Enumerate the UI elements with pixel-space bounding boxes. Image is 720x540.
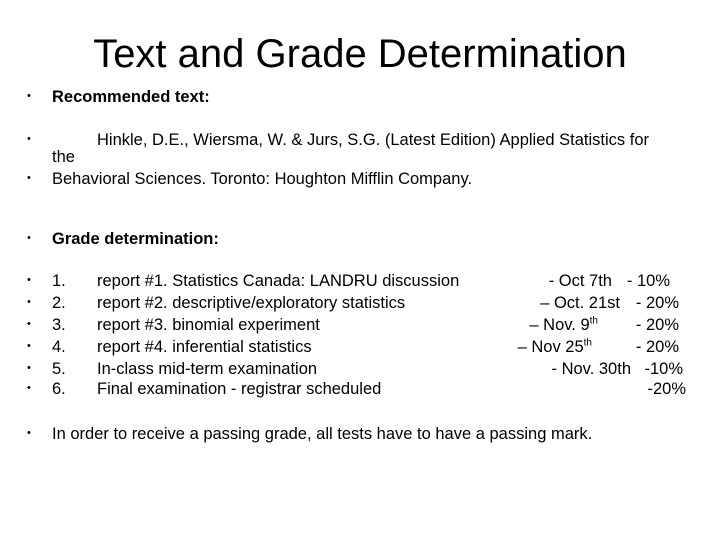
citation-line: Behavioral Sciences. Toronto: Houghton Mifflin Company.: [52, 170, 473, 188]
grade-item-description: In-class mid‑term examination: [97, 360, 318, 378]
grade-item-weight: -20%: [647, 380, 686, 398]
bullet-icon: •: [27, 340, 31, 352]
bullet-icon: •: [27, 382, 31, 394]
grade-item-due-date: [549, 271, 612, 291]
grade-item-description: Final examination ‑ registrar scheduled: [97, 380, 382, 398]
bullet-icon: •: [27, 133, 31, 145]
grade-item-weight: - 20%: [635, 316, 679, 334]
grade-item-description: report #3. binomial experiment: [97, 316, 320, 334]
passing-note: In order to receive a passing grade, all tests have to have a passing mark.: [52, 425, 593, 443]
grade-item-due-date: [552, 359, 631, 379]
grade-item-number: 1.: [52, 272, 66, 290]
slide-title: Text and Grade Determination: [93, 32, 627, 76]
grade-item-description: report #4. inferential statistics: [97, 338, 312, 356]
grade-item-due-date: [540, 293, 620, 313]
bullet-icon: •: [27, 318, 31, 330]
bullet-icon: •: [27, 172, 31, 184]
grade-item-number: 6.: [52, 380, 66, 398]
recommended-heading: Recommended text:: [52, 88, 210, 106]
bullet-icon: •: [27, 296, 31, 308]
grade-item-number: 2.: [52, 294, 66, 312]
grade-item-description: report #2. descriptive/exploratory statistics: [97, 294, 406, 312]
grade-item-weight: - 10%: [626, 272, 670, 290]
grade-heading: Grade determination:: [52, 230, 219, 248]
bullet-icon: •: [27, 232, 31, 244]
grade-item-weight: -10%: [644, 360, 683, 378]
grade-item-weight: - 20%: [635, 294, 679, 312]
bullet-icon: •: [27, 427, 31, 439]
grade-item-number: 3.: [52, 316, 66, 334]
due-date-text: - Nov. 30th: [551, 360, 631, 378]
bullet-icon: •: [27, 90, 31, 102]
grade-item-due-date: [518, 337, 592, 357]
citation-line: the: [52, 148, 75, 166]
due-date-suffix: th: [583, 337, 592, 349]
due-date-text: – Nov. 9: [529, 316, 590, 334]
grade-item-weight: - 20%: [635, 338, 679, 356]
due-date-text: - Oct 7th: [548, 272, 612, 290]
grade-item-description: report #1. Statistics Canada: LANDRU discussion: [97, 272, 460, 290]
bullet-icon: •: [27, 362, 31, 374]
bullet-icon: •: [27, 274, 31, 286]
citation-line: Hinkle, D.E., Wiersma, W. & Jurs, S.G. (Latest Edition) Applied Statistics for: [97, 131, 650, 149]
grade-item-number: 4.: [52, 338, 66, 356]
due-date-suffix: th: [589, 315, 598, 327]
grade-item-number: 5.: [52, 360, 66, 378]
due-date-text: – Oct. 21st: [540, 294, 620, 312]
grade-item-due-date: [529, 315, 598, 335]
due-date-text: – Nov 25: [517, 338, 584, 356]
